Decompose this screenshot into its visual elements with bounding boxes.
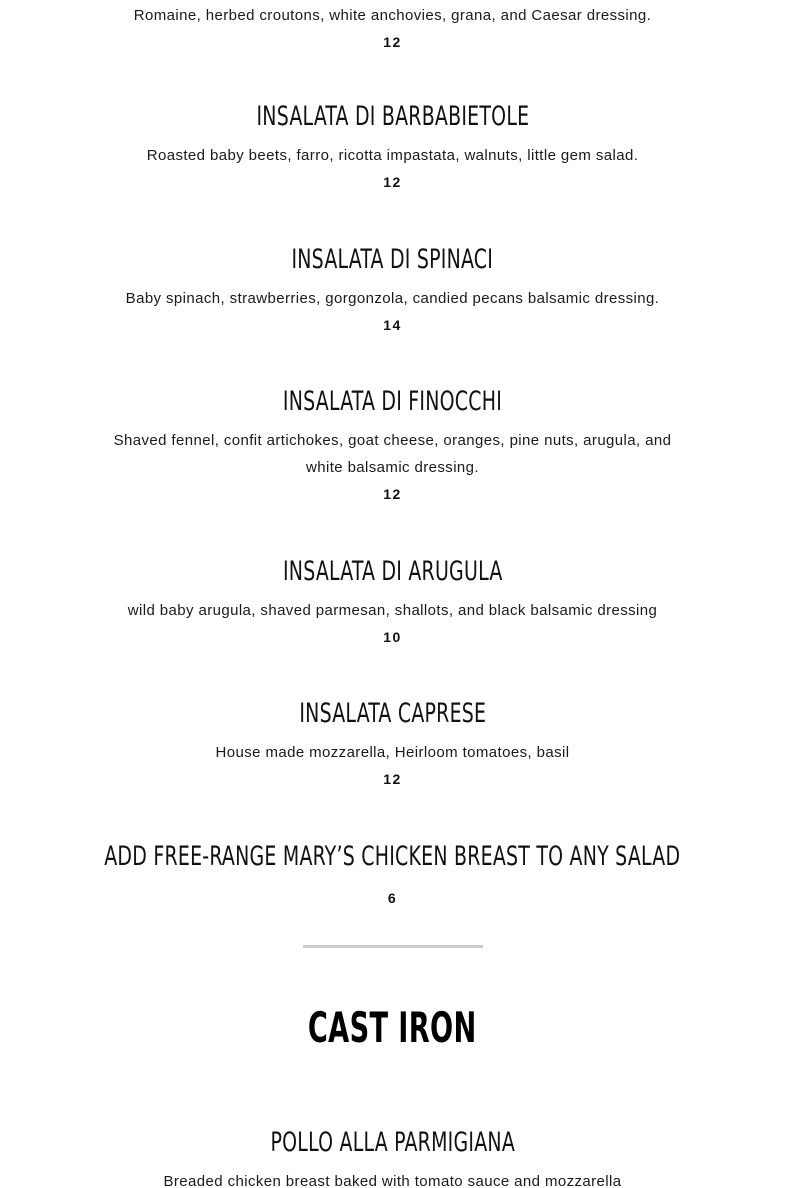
item-price: 12: [383, 174, 402, 190]
item-description: Romaine, herbed croutons, white anchovies, grana, and Caesar dressing.: [133, 7, 652, 24]
item-name: INSALATA DI SPINACI: [291, 244, 494, 275]
item-price: 12: [383, 486, 402, 502]
section-title: CAST IRON: [308, 1003, 477, 1052]
item-price: 12: [383, 34, 402, 50]
item-description: Roasted baby beets, farro, ricotta impastata, walnuts, little gem salad.: [146, 147, 639, 164]
menu-item-arugula: [0, 557, 785, 651]
item-description: Breaded chicken breast baked with tomato sauce and mozzarella: [163, 1173, 622, 1188]
item-description: Baby spinach, strawberries, gorgonzola, candied pecans balsamic dressing.: [125, 290, 660, 307]
item-description-line-1: Shaved fennel, confit artichokes, goat cheese, oranges, pine nuts, arugula, and: [113, 432, 672, 449]
item-name: POLLO ALLA PARMIGIANA: [270, 1127, 515, 1158]
menu-item-spinaci: [0, 245, 785, 339]
menu-item-pollo-parmigiana: [0, 1128, 785, 1188]
item-name: INSALATA DI FINOCCHI: [282, 386, 503, 417]
menu-item-finocchi: [0, 387, 785, 508]
item-name: INSALATA DI BARBABIETOLE: [256, 101, 529, 132]
item-price: 12: [383, 771, 402, 787]
menu-item-caesar: [0, 2, 785, 56]
item-name: INSALATA DI ARUGULA: [282, 556, 503, 587]
item-description: House made mozzarella, Heirloom tomatoes, basil: [215, 744, 570, 761]
item-name: INSALATA CAPRESE: [299, 698, 486, 729]
menu-item-addon-chicken: [0, 842, 785, 912]
item-description: wild baby arugula, shaved parmesan, shallots, and black balsamic dressing: [127, 602, 658, 619]
menu-item-caprese: [0, 699, 785, 793]
section-divider: [303, 945, 483, 948]
menu-item-barbabietole: [0, 102, 785, 196]
item-price: 10: [383, 629, 402, 645]
item-price: 6: [387, 890, 398, 906]
item-description-line-2: white balsamic dressing.: [305, 459, 479, 476]
item-price: 14: [383, 317, 402, 333]
item-name: ADD FREE-RANGE MARY’S CHICKEN BREAST TO ANY SALAD: [104, 841, 681, 872]
section-heading: [0, 1004, 785, 1052]
